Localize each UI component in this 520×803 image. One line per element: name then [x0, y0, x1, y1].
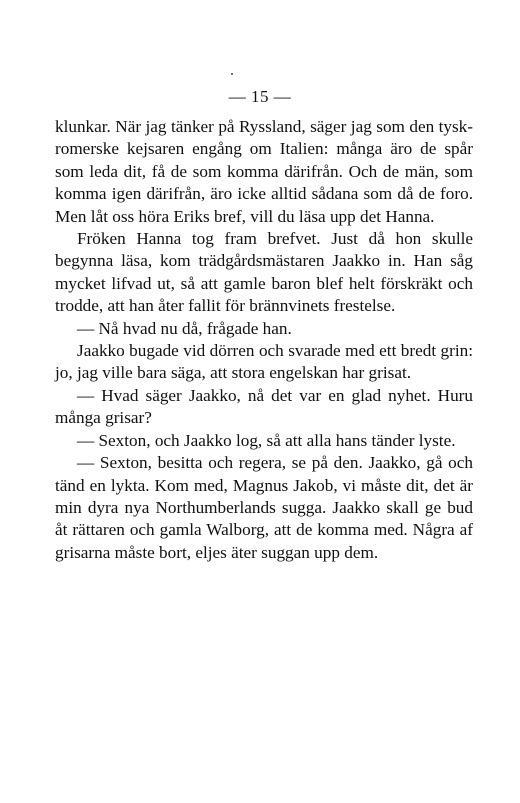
- paragraph: Jaakko bugade vid dörren och svarade med ett bredt grin: jo, jag ville bara säga, att stora engelskan har grisat.: [55, 341, 473, 383]
- paragraph: — Sexton, och Jaakko log, så att alla hans tänder lyste.: [77, 430, 456, 450]
- paragraph: — Hvad säger Jaakko, nå det var en glad nyhet. Huru många grisar?: [55, 385, 473, 428]
- paragraph: klunkar. När jag tänker på Ryssland, säger jag som den tysk-romerske kejsaren engång om Italien: många äro de spår som leda dit, få de som komma därifrån. Och de män, som komma igen därifrån, äro icke alltid sådana som då de foro. Men låt oss höra Eriks bref, vill du läsa upp det Hanna.: [55, 117, 473, 226]
- paragraph: — Sexton, besitta och regera, se på den. Jaakko, gå och tänd en lykta. Kom med, Magnus Jakob, vi måste dit, det är min dyra nya Northumberlands sugga. Jaakko skall ge bud åt rättaren och gamla Walborg, att de komma med. Några af grisarna måste bort, eljes äter suggan upp dem.: [55, 453, 473, 562]
- paragraph: — Nå hvad nu då, frågade han.: [77, 318, 292, 338]
- paragraph: Fröken Hanna tog fram brefvet. Just då hon skulle begynna läsa, kom trädgårdsmästaren Jaakko in. Han såg mycket lifvad ut, så att gamle baron blef helt förskräkt och trodde, att han åter fallit för brännvinets frestelse.: [55, 229, 473, 316]
- page-number: — 15 —: [228, 87, 292, 106]
- body-text: [55, 116, 473, 564]
- print-speck: [231, 73, 233, 75]
